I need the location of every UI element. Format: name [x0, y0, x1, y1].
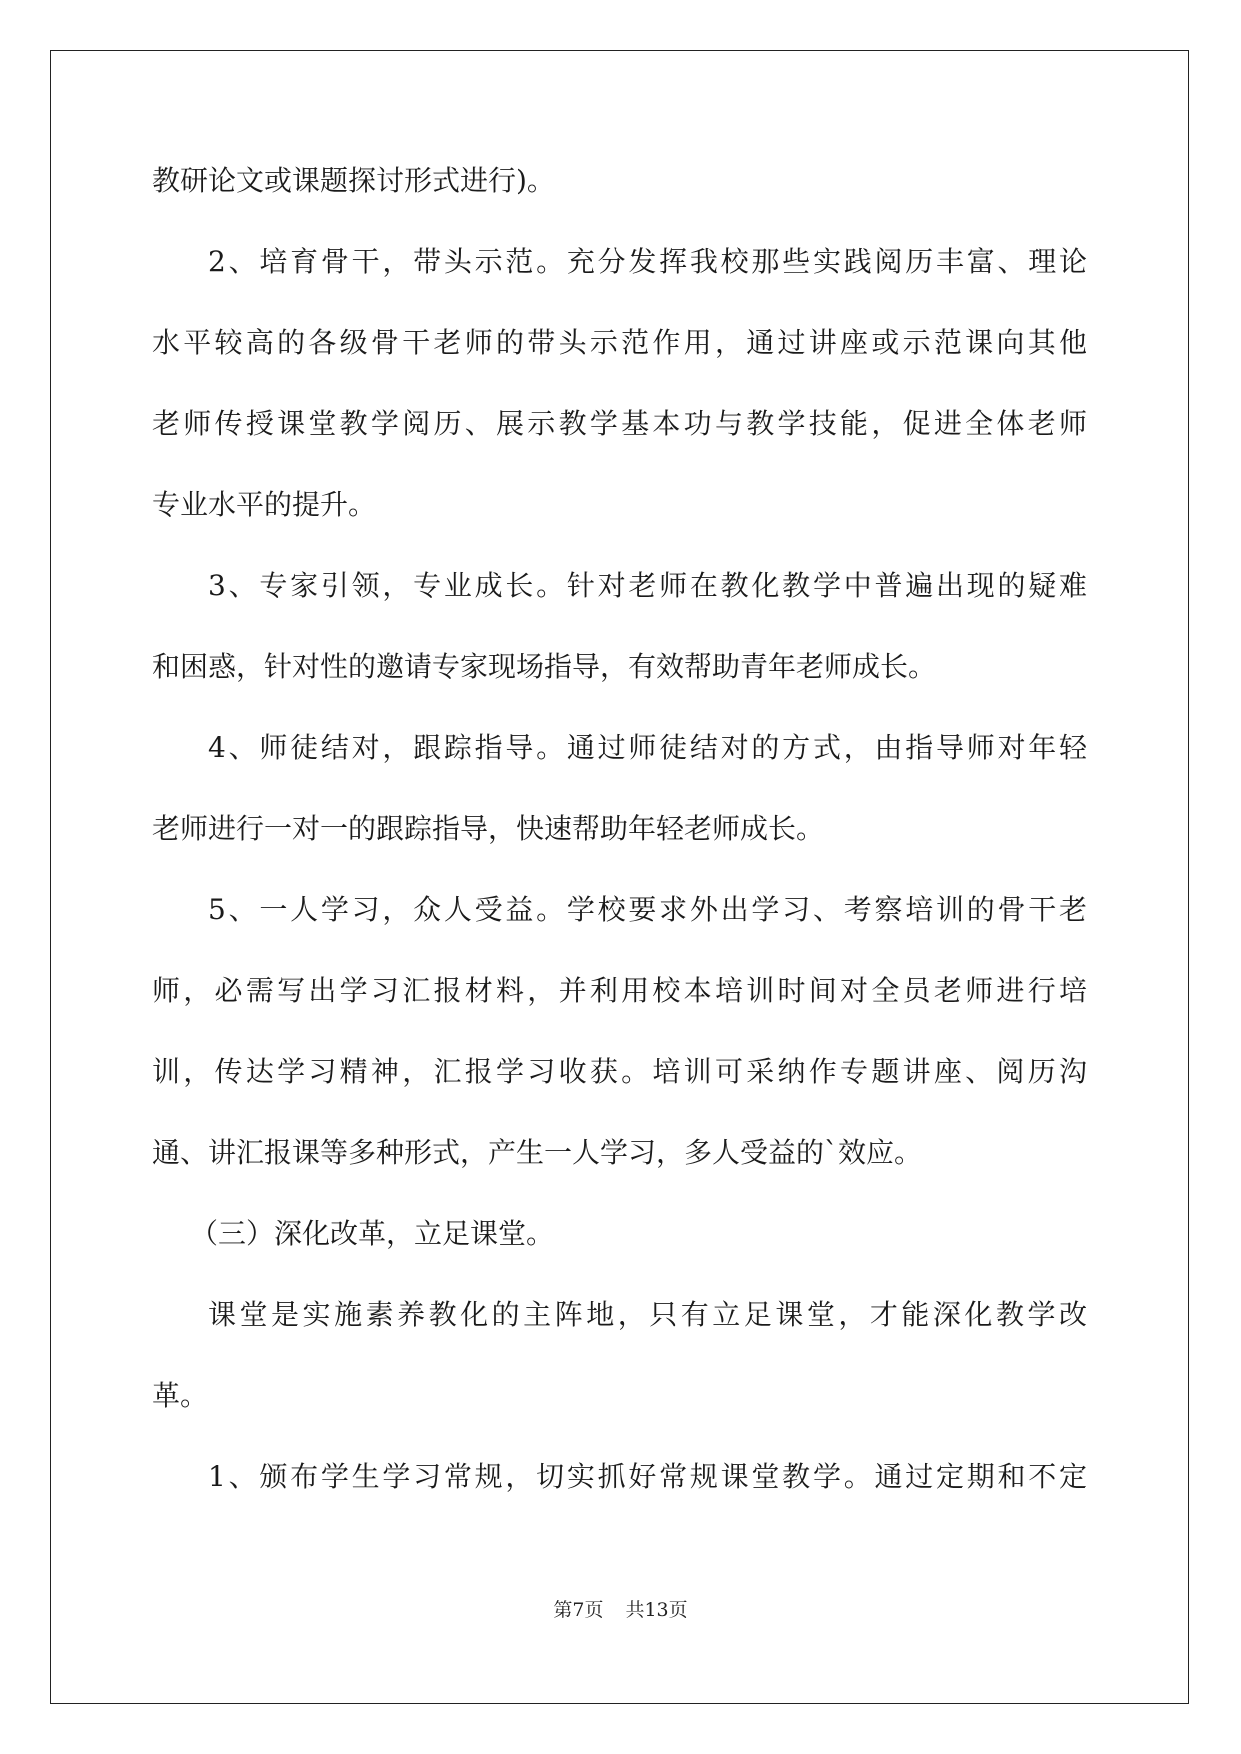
text-line: 水平较高的各级骨干老师的带头示范作用，通过讲座或示范课向其他 [152, 326, 1087, 359]
text-line: 师，必需写出学习汇报材料，并利用校本培训时间对全员老师进行培 [152, 974, 1087, 1007]
section-heading: （三）深化改革，立足课堂。 [190, 1217, 555, 1250]
paragraph-3-heading: 3、专家引领，专业成长。针对老师在教化教学中普遍出现的疑难 [208, 569, 1087, 602]
paragraph-2-heading: 2、培育骨干，带头示范。充分发挥我校那些实践阅历丰富、理论 [208, 245, 1087, 278]
text-line: 教研论文或课题探讨形式进行)。 [152, 164, 555, 197]
paragraph-5-heading: 5、一人学习，众人受益。学校要求外出学习、考察培训的骨干老 [208, 893, 1087, 926]
text-line: 专业水平的提升。 [152, 488, 377, 521]
page-number-total: 共13页 [625, 1599, 688, 1621]
page-footer [0, 1598, 1241, 1622]
text-line: 老师传授课堂教学阅历、展示教学基本功与教学技能，促进全体老师 [152, 407, 1087, 440]
page-number-current: 第7页 [553, 1599, 604, 1621]
text-line: 通、讲汇报课等多种形式，产生一人学习，多人受益的`效应。 [152, 1136, 923, 1169]
text-line: 1、颁布学生学习常规，切实抓好常规课堂教学。通过定期和不定 [208, 1460, 1087, 1493]
document-body [152, 160, 1087, 1497]
text-line: 老师进行一对一的跟踪指导，快速帮助年轻老师成长。 [152, 812, 825, 845]
paragraph-4-heading: 4、师徒结对，跟踪指导。通过师徒结对的方式，由指导师对年轻 [208, 731, 1087, 764]
text-line: 课堂是实施素养教化的主阵地，只有立足课堂，才能深化教学改 [208, 1298, 1087, 1331]
text-line: 训，传达学习精神，汇报学习收获。培训可采纳作专题讲座、阅历沟 [152, 1055, 1087, 1088]
text-line: 和困惑，针对性的邀请专家现场指导，有效帮助青年老师成长。 [152, 650, 937, 683]
text-line: 革。 [152, 1379, 209, 1412]
